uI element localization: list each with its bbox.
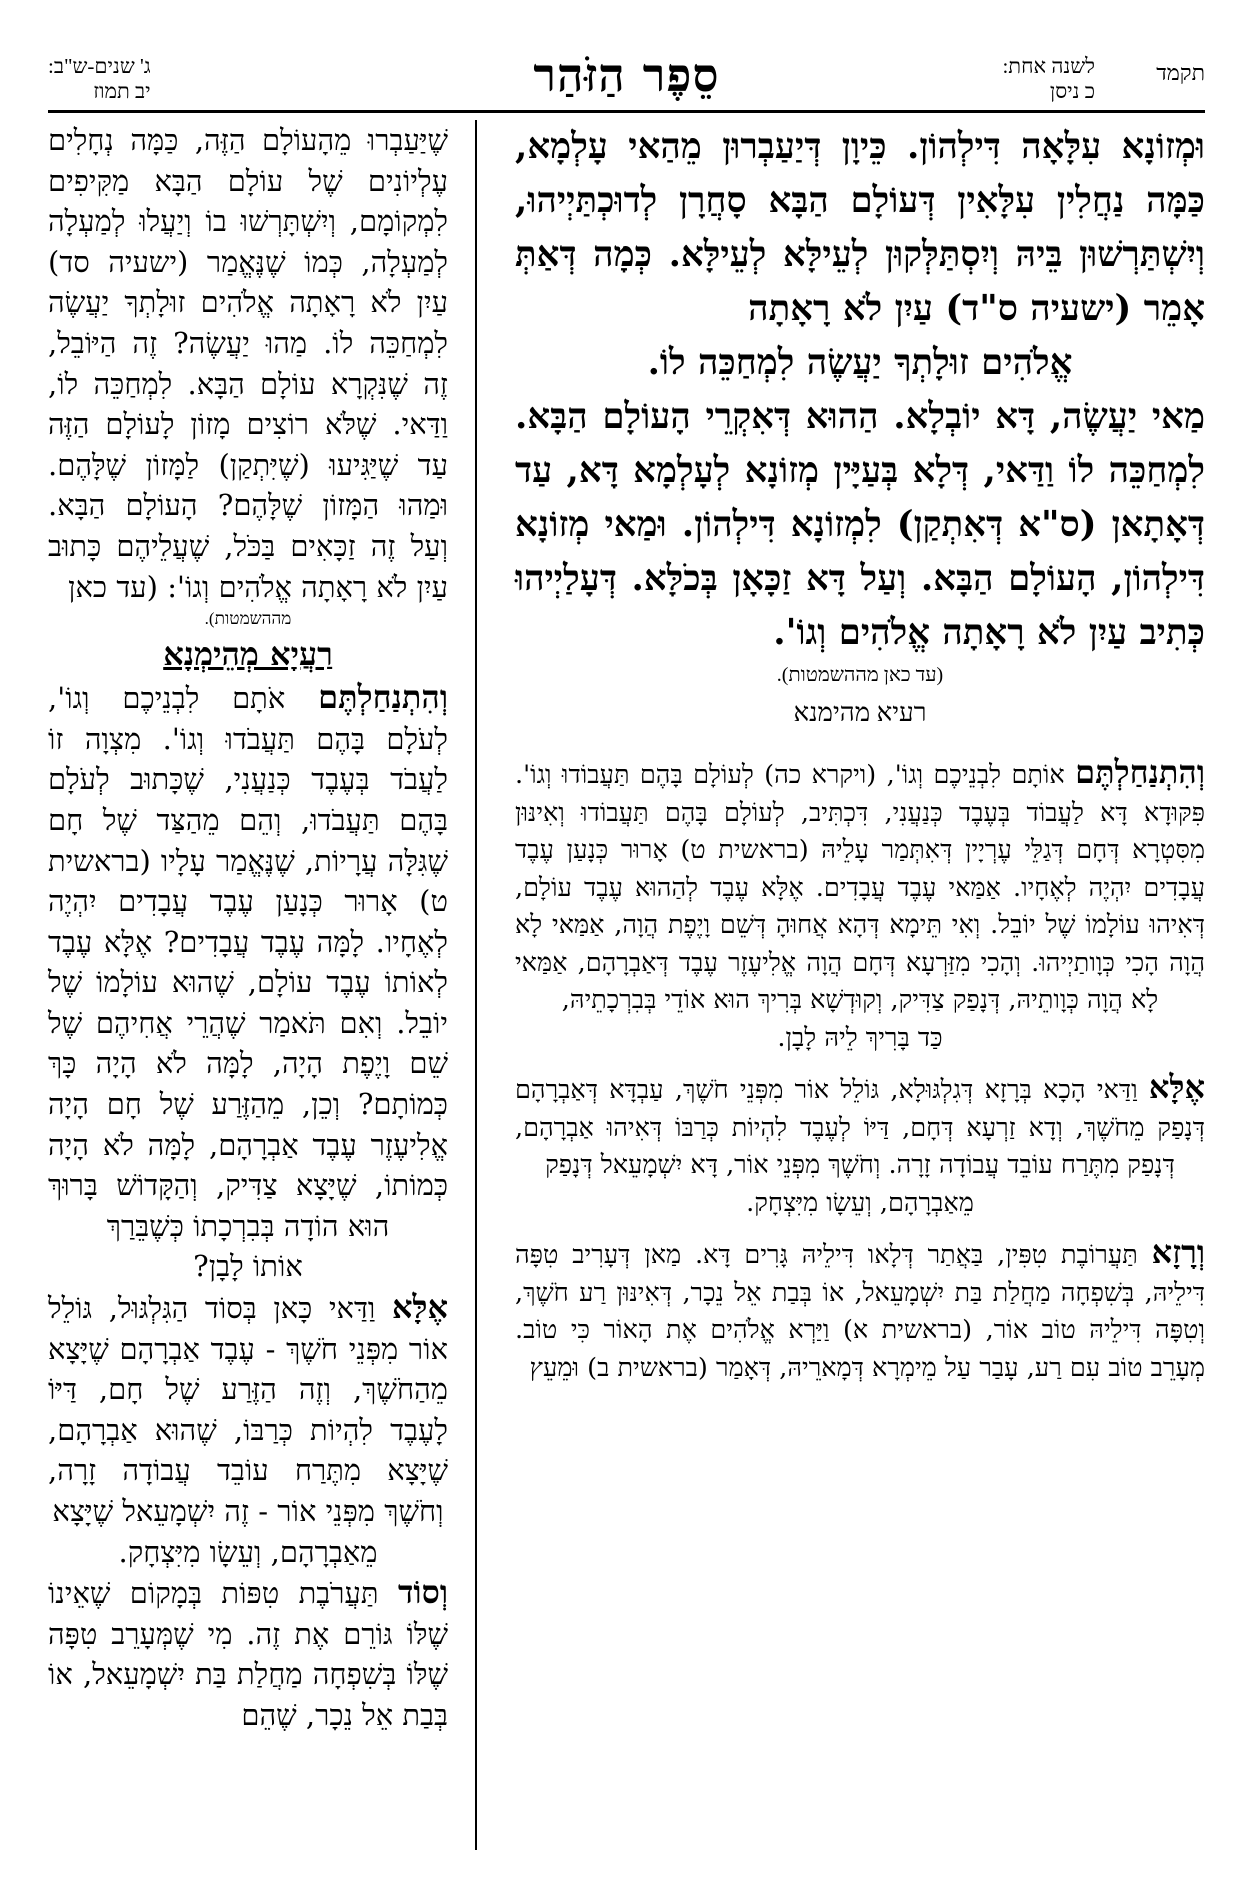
page-number: תקמד — [1156, 60, 1205, 85]
zohar-text-block: וּמְזוֹנָא עִלָּאָה דִּילְהוֹן. כֵּיוָן דְּיַעַבְרוּן מֵהַאי עָלְמָא, כַּמָּה נַחֲלִין עִלָּאִין דְּעוֹלָם הַבָּא סָחֲרָן לְדוּכְתַּיְיהוּ, וְיִשְׁתַּרְשׁוּן בֵּיהּ וְיִסְתַּלְּקוּן לְעֵילָּא לְעֵילָּא. כְּמָה דְּאַתְּ אָמֵר (ישעיה ס"ד) עַיִן לֹא רָאָתָה — [515, 126, 1205, 329]
paragraph — [515, 754, 1205, 1057]
paragraph-text: וַדַּאי כָּאן בְּסוֹד הַגִּלְגּוּל, גּוֹלֵל אוֹר מִפְּנֵי חֹשֶׁךְ - עֶבֶד אַבְרָהָם שֶׁיָּצָא מֵהַחֹשֶׁךְ, וְזֶה הַזֶּרַע שֶׁל חָם, דַּיּוֹ לָעֶבֶד לִהְיוֹת כְּרַבּוֹ, שֶׁהוּא אַבְרָהָם, שֶׁיָּצָא מִתֶּרַח עוֹבֵד עֲבוֹדָה זָרָה, וְחֹשֶׁךְ מִפְּנֵי אוֹר - זֶה יִשְׁמָעֵאל שֶׁיָּצָא — [48, 1291, 448, 1528]
paragraph-lead-word: אֶלָּא — [1148, 1068, 1205, 1106]
paragraph-text: וַדַּאי הָכָא בְּרָזָא דְּגִלְגּוּלָא, גּוֹלֵל אוֹר מִפְּנֵי חֹשֶׁךְ, עַבְדָּא דְּאַבְרָהָם דְּנָפַק מֵחֹשֶׁךְ, וְדָא זַרְעָא דְּחָם, דַּיּוֹ לְעֶבֶד לִהְיוֹת כְּרַבּוֹ דְּאִיהוּ אַבְרָהָם, דְּנָפַק מִתֶּרַח עוֹבֵד עֲבוֹדָה זָרָה. וְחֹשֶׁךְ מִפְּנֵי אוֹר, דָּא יִשְׁמָעֵאל דְּנָפַק — [515, 1075, 1205, 1180]
section-heading: רעיא מהימנא — [793, 698, 927, 727]
study-schedule-three-years — [48, 54, 151, 104]
book-title: סֵפֶר הַזֹּהַר — [533, 48, 720, 102]
paragraph-text-end: מֵאַבְרָהָם, וְעֵשָׂו מִיִּצְחָק. — [118, 1534, 378, 1569]
date-one-year: כ ניסן — [1049, 79, 1095, 103]
paragraph — [48, 677, 448, 1287]
paragraph — [48, 1572, 448, 1735]
paragraph-text: אֹתָם לִבְנֵיכֶם וְגוֹ', לְעֹלָם בָּהֶם תַּעֲבֹדוּ וְגוֹ'. מִצְוָה זוֹ לַעֲבֹד בְּעֶבֶד כְּנַעֲנִי, שֶׁכָּתוּב לְעֹלָם בָּהֶם תַּעֲבֹדוּ, וְהֵם מֵהַצַּד שֶׁל חָם שֶׁגִּלָּה עֲרָיוֹת, שֶׁנֶּאֱמַר עָלָיו (בראשית ט) אָרוּר כְּנָעַן עֶבֶד עֲבָדִים יִהְיֶה לְאֶחָיו. לָמָּה עֶבֶד עֲבָדִים? אֶלָּא עֶבֶד לְאוֹתוֹ עֶבֶד עוֹלָם, שֶׁהוּא עוֹלָמוֹ שֶׁל יוֹבֵל. וְאִם תֹּאמַר שֶׁהֲרֵי אֲחִיהֶם שֶׁל שֵׁם וָיֶפֶת הָיָה, לָמָּה לֹא הָיָה כָּךְ כְּמוֹתָם? וְכֵן, מֵהַזֶּרַע שֶׁל חָם הָיָה אֱלִיעֶזֶר עֶבֶד אַבְרָהָם, לָמָּה לֹא הָיָה כְּמוֹתוֹ, שֶׁיָּצָא צַדִּיק, וְהַקָּדוֹשׁ בָּרוּךְ הוּא הוֹדָה בְּבִרְכָתוֹ כְּשֶׁבֵּרַךְ — [48, 681, 448, 1243]
paragraph-lead-word: וְהִתְנַחַלְתֶּם — [1075, 753, 1206, 791]
paragraph-text-end: מֵאַבְרָהָם, וְעֵשָׂו מִיִּצְחָק. — [746, 1187, 974, 1218]
paragraph-lead-word: וְרָזָא — [1151, 1233, 1206, 1271]
study-plan-label: לשנה אחת: — [1002, 54, 1095, 78]
zohar-text-block-end: אֱלֹהִים זוּלָתְךָ יַעֲשֶׂה לִמְחַכֵּה לוֹ. — [647, 342, 1073, 383]
paragraph-text-end: כַּד בָּרִיךְ לֵיהּ לָבָן. — [777, 1022, 943, 1053]
page-header — [48, 40, 1205, 113]
paragraph-lead-word: וְסוֹד — [398, 1573, 448, 1612]
paragraph-text-end: אוֹתוֹ לָבָן? — [193, 1249, 303, 1284]
omission-note: מההשמטות). — [204, 609, 292, 629]
hebrew-translation-column — [48, 120, 448, 1854]
paragraph-lead-word: וְהִתְנַחַלְתֶּם — [318, 678, 449, 717]
paragraph-text: תַּעֲרוֹבֶת טִפִּין, בַּאֲתַר דְּלָאו דִּילֵיהּ גָּרִים דָּא. מַאן דְּעָרִיב טִפָּה דִּילֵיהּ, בְּשִׁפְחָה מַחֲלַת בַּת יִשְׁמָעֵאל, אוֹ בְּבַת אֵל נֵכָר, דְּאִינּוּן רַע חֹשֶׁךְ, וְטִפָּה דִּילֵיהּ טוֹב אוֹר, (בראשית א) וַיַּרְא אֱלֹהִים אֶת הָאוֹר כִּי טוֹב. מְעָרֵב טוֹב עִם רַע, עָבַר עַל מֵימְרָא דְּמָארֵיהּ, דְּאָמַר (בראשית ב) וּמֵעֵץ — [515, 1240, 1205, 1383]
paragraph-text: תַּעֲרֹבֶת טִפּוֹת בְּמָקוֹם שֶׁאֵינוֹ שֶׁלּוֹ גּוֹרֵם אֶת זֶה. מִי שֶׁמְּעָרֵב טִפָּה שֶׁלּוֹ בְּשִׁפְחָה מַחֲלַת בַּת יִשְׁמָעֵאל, אוֹ בְּבַת אֵל נֵכָר, שֶׁהֵם — [48, 1576, 448, 1732]
paragraph-text: אוֹתָם לִבְנֵיכֶם וְגוֹ', (ויקרא כה) לְעוֹלָם בָּהֶם תַּעֲבוֹדוּ וְגוֹ'. פִּקּוּדָא דָּא לַעֲבוֹד בְּעֶבֶד כְּנַעֲנִי, דִּכְתִּיב, לְעוֹלָם בָּהֶם תַּעֲבוֹדוּ וְאִינּוּן מִסִּטְרָא דְּחָם דְּגַלֵּי עֶרְיָין דְּאִתְּמַר עָלֵיהּ (בראשית ט) אָרוּר כְּנָעַן עֶבֶד עֲבָדִים יִהְיֶה לְאֶחָיו. אַמַּאי עֶבֶד עֲבָדִים. אֶלָּא עֶבֶד לְהַהוּא עֶבֶד עוֹלָם, דְּאִיהוּ עוֹלָמוֹ שֶׁל יוֹבֵל. וְאִי תֵּימָא דְּהָא אֲחוּהָ דְּשֵׁם וָיֶפֶת הֲוָה, אַמַּאי לָא הֲוָה הָכִי כְּוָותַיְיהוּ. וְהָכִי מִזַּרְעָא דְּחָם הֲוָה אֱלִיעֶזֶר עֶבֶד דְּאַבְרָהָם, אַמַּאי לָא הֲוָה כְּוָותֵיהּ, דְּנָפַק צַדִּיק, וְקוּדְשָׁא בְּרִיךְ הוּא אוֹדֵי בְּבִרְכָתֵיהּ, — [515, 760, 1205, 1015]
omission-note: (עד כאן מההשמטות). — [776, 664, 944, 686]
translation-text: שֶׁיַּעַבְרוּ מֵהָעוֹלָם הַזֶּה, כַּמָּה נְחָלִים עֶלְיוֹנִים שֶׁל עוֹלָם הַבָּא מַקִּיפִים לִמְקוֹמָם, וְיִשְׁתָּרְשׁוּ בוֹ וְיַעֲלוּ לְמַעְלָה לְמַעְלָה, כְּמוֹ שֶׁנֶּאֱמַר (ישעיה סד) עַיִן לֹא רָאָתָה אֱלֹהִים זוּלָתְךָ יַעֲשֶׂה לִמְחַכֵּה לוֹ. מַהוּ יַעֲשֶׂה? זֶה הַיּוֹבֵל, זֶה שֶׁנִּקְרָא עוֹלָם הַבָּא. לִמְחַכֵּה לוֹ, וַדַּאי. שֶׁלֹּא רוֹצִים מָזוֹן לָעוֹלָם הַזֶּה עַד שֶׁיַּגִּיעוּ (שֶׁיִּתְקַן) לַמָּזוֹן שֶׁלָּהֶם. וּמַהוּ הַמָּזוֹן שֶׁלָּהֶם? הָעוֹלָם הַבָּא. וְעַל זֶה זַכָּאִים בַּכֹּל, שֶׁעֲלֵיהֶם כָּתוּב עַיִן לֹא רָאָתָה אֱלֹהִים וְגוֹ': (עד כאן — [48, 123, 448, 604]
paragraph — [48, 1287, 448, 1572]
paragraph — [515, 1069, 1205, 1222]
cycle-label: ג' שנים-ש"ב: — [48, 54, 151, 78]
date-three-years: יב תמוז — [93, 79, 151, 103]
aramaic-column — [515, 120, 1205, 1854]
column-divider — [475, 120, 477, 1850]
zohar-text-block: מַאי יַעֲשֶׂה, דָּא יוֹבְלָא. הַהוּא דְּאִקְרֵי הָעוֹלָם הַבָּא. לִמְחַכֵּה לוֹ וַדַּאי, דְּלָא בְּעַיָּין מְזוֹנָא לְעָלְמָא דָּא, עַד דְּאָתָאן (ס"א דְּאִתְקַן) לִמְזוֹנָא דִּילְהוֹן. וּמַאי מְזוֹנָא דִּילְהוֹן, הָעוֹלָם הַבָּא. וְעַל דָּא זַכָּאָן בְּכֹלָּא. דְּעָלַיְיהוּ כְּתִיב עַיִן לֹא רָאָתָה אֱלֹהִים וְגוֹ'. — [515, 396, 1205, 653]
paragraph-lead-word: אֶלָּא — [391, 1288, 448, 1327]
paragraph — [515, 1234, 1205, 1387]
section-heading: רַעֲיָא מְהֵימְנָא — [163, 635, 333, 674]
